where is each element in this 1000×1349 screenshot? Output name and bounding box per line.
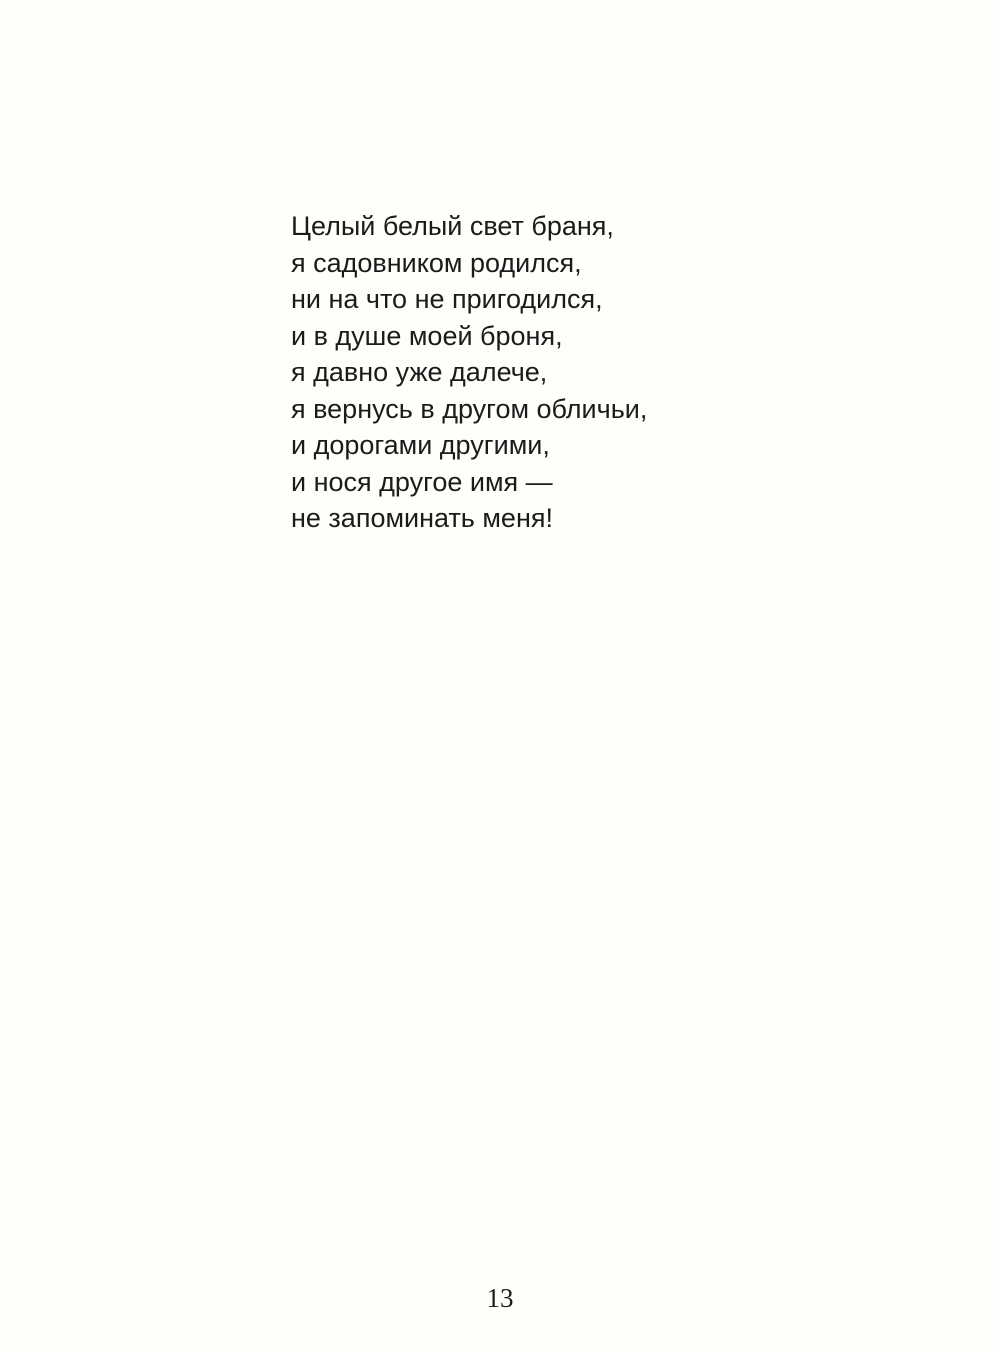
poem-line: я садовником родился, — [291, 247, 582, 278]
page-number: 13 — [486, 1283, 514, 1313]
poem-line: ни на что не пригодился, — [291, 284, 603, 314]
poem-line: и в душе моей броня, — [291, 320, 563, 351]
poem-line: и дорогами другими, — [291, 430, 550, 460]
poem-line: я давно уже далече, — [291, 357, 548, 387]
poem-line: Целый белый свет браня, — [291, 211, 614, 241]
poem-line: я вернусь в другом обличьи, — [291, 393, 648, 424]
poem-line: и нося другое имя — — [291, 466, 553, 497]
poem — [291, 208, 647, 537]
poem-line: не запоминать меня! — [291, 503, 553, 533]
